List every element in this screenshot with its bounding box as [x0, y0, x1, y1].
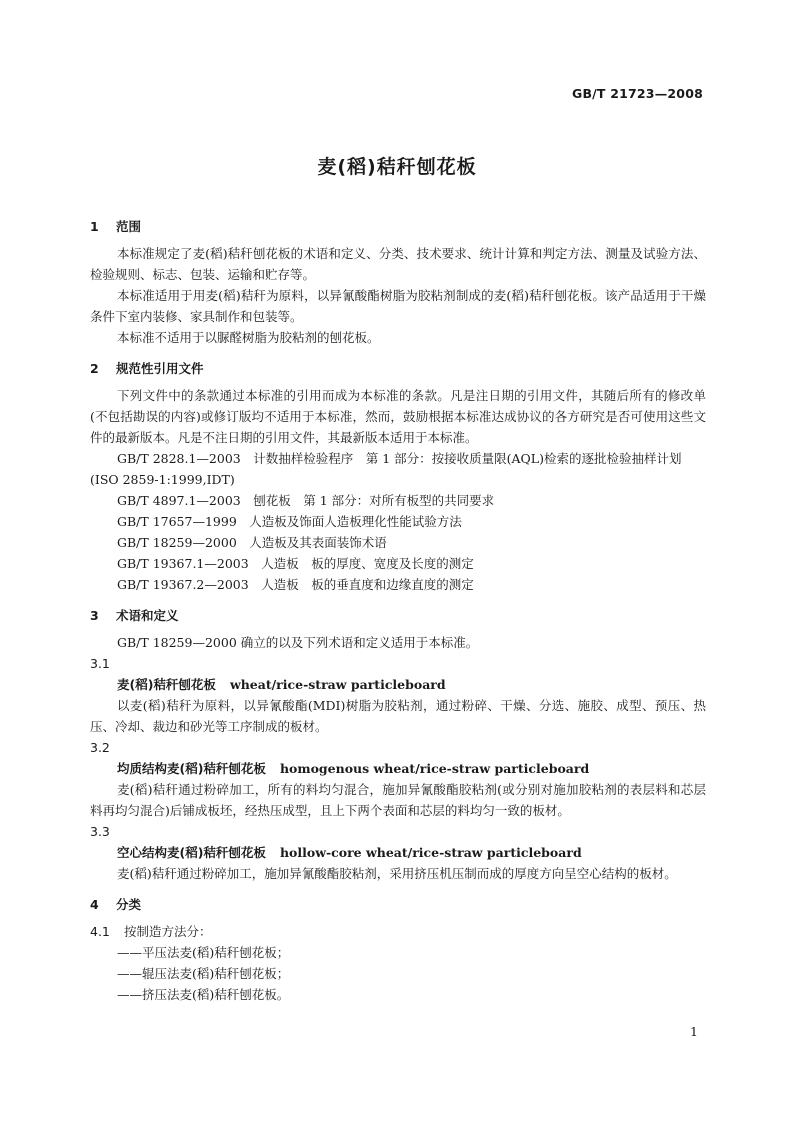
- section-title: 规范性引用文件: [116, 361, 204, 376]
- term-zh: 空心结构麦(稻)秸秆刨花板: [117, 845, 266, 860]
- reference-item: GB/T 4897.1—2003 刨花板 第 1 部分：对所有板型的共同要求: [117, 493, 495, 508]
- section-title: 分类: [116, 897, 142, 912]
- section-heading-classification: [90, 894, 706, 915]
- reference-item: GB/T 18259—2000 人造板及其表面装饰术语: [117, 535, 387, 550]
- section-heading-normative-references: [90, 358, 706, 379]
- document-body: [90, 216, 706, 1005]
- section-number: 3: [90, 608, 99, 623]
- reference-item: GB/T 19367.1—2003 人造板 板的厚度、宽度及长度的测定: [117, 556, 474, 571]
- subclause-text: 按制造方法分：: [124, 924, 212, 939]
- section-number: 2: [90, 361, 99, 376]
- term-number: 3.3: [90, 824, 110, 839]
- term-definition: 以麦(稻)秸秆为原料，以异氰酸酯(MDI)树脂为胶粘剂，通过粉碎、干燥、分选、施胶、成型、预压、热压、冷却、裁边和砂光等工序制成的板材。: [90, 698, 706, 734]
- standard-number: GB/T 21723—2008: [571, 86, 703, 101]
- section-heading-scope: [90, 216, 706, 237]
- term-entry: [117, 758, 706, 779]
- paragraph: 本标准不适用于以脲醛树脂为胶粘剂的刨花板。: [117, 330, 380, 345]
- term-zh: 均质结构麦(稻)秸秆刨花板: [117, 761, 266, 776]
- subclause-number: 4.1: [90, 924, 110, 939]
- section-number: 4: [90, 897, 99, 912]
- section-title: 范围: [116, 219, 142, 234]
- list-item: ——辊压法麦(稻)秸秆刨花板；: [117, 966, 290, 981]
- list-item: ——平压法麦(稻)秸秆刨花板；: [117, 945, 290, 960]
- term-zh: 麦(稻)秸秆刨花板: [117, 677, 216, 692]
- subclause: [90, 921, 706, 942]
- term-entry: [117, 842, 706, 863]
- term-entry: [117, 674, 706, 695]
- term-en: hollow-core wheat/rice-straw particleboard: [279, 845, 582, 860]
- document-title: 麦(稻)秸秆刨花板: [317, 156, 477, 178]
- section-heading-terms-definitions: [90, 605, 706, 626]
- section-number: 1: [90, 219, 99, 234]
- list-item: ——挤压法麦(稻)秸秆刨花板。: [117, 987, 290, 1002]
- reference-item: GB/T 19367.2—2003 人造板 板的垂直度和边缘直度的测定: [117, 577, 474, 592]
- paragraph: GB/T 18259—2000 确立的以及下列术语和定义适用于本标准。: [117, 635, 479, 650]
- section-title: 术语和定义: [116, 608, 179, 623]
- term-number: 3.1: [90, 656, 110, 671]
- term-en: wheat/rice-straw particleboard: [229, 677, 446, 692]
- reference-item: GB/T 17657—1999 人造板及饰面人造板理化性能试验方法: [117, 514, 462, 529]
- paragraph: 下列文件中的条款通过本标准的引用而成为本标准的条款。凡是注日期的引用文件，其随后所有的修改单(不包括勘误的内容)或修订版均不适用于本标准，然而，鼓励根据本标准达成协议的各方研究是否可使用这些文件的最新版本。凡是不注日期的引用文件，其最新版本适用于本标准。: [90, 388, 706, 445]
- term-en: homogenous wheat/rice-straw particleboard: [279, 761, 590, 776]
- term-number: 3.2: [90, 740, 110, 755]
- paragraph: 本标准规定了麦(稻)秸秆刨花板的术语和定义、分类、技术要求、统计计算和判定方法、测量及试验方法、检验规则、标志、包装、运输和贮存等。: [90, 246, 706, 282]
- page-number: 1: [690, 1024, 698, 1039]
- paragraph: 本标准适用于用麦(稻)秸秆为原料，以异氰酸酯树脂为胶粘剂制成的麦(稻)秸秆刨花板。该产品适用于干燥条件下室内装修、家具制作和包装等。: [90, 288, 706, 324]
- term-definition: 麦(稻)秸秆通过粉碎加工，施加异氰酸酯胶粘剂，采用挤压机压制而成的厚度方向呈空心结构的板材。: [117, 866, 677, 881]
- term-definition: 麦(稻)秸秆通过粉碎加工，所有的料均匀混合，施加异氰酸酯胶粘剂(或分别对施加胶粘剂的表层料和芯层料再均匀混合)后铺成板坯，经热压成型，且上下两个表面和芯层的料均匀一致的板材。: [90, 782, 706, 818]
- reference-item: GB/T 2828.1—2003 计数抽样检验程序 第 1 部分：按接收质量限(AQL)检索的逐批检验抽样计划(ISO 2859-1:1999,IDT): [90, 451, 682, 487]
